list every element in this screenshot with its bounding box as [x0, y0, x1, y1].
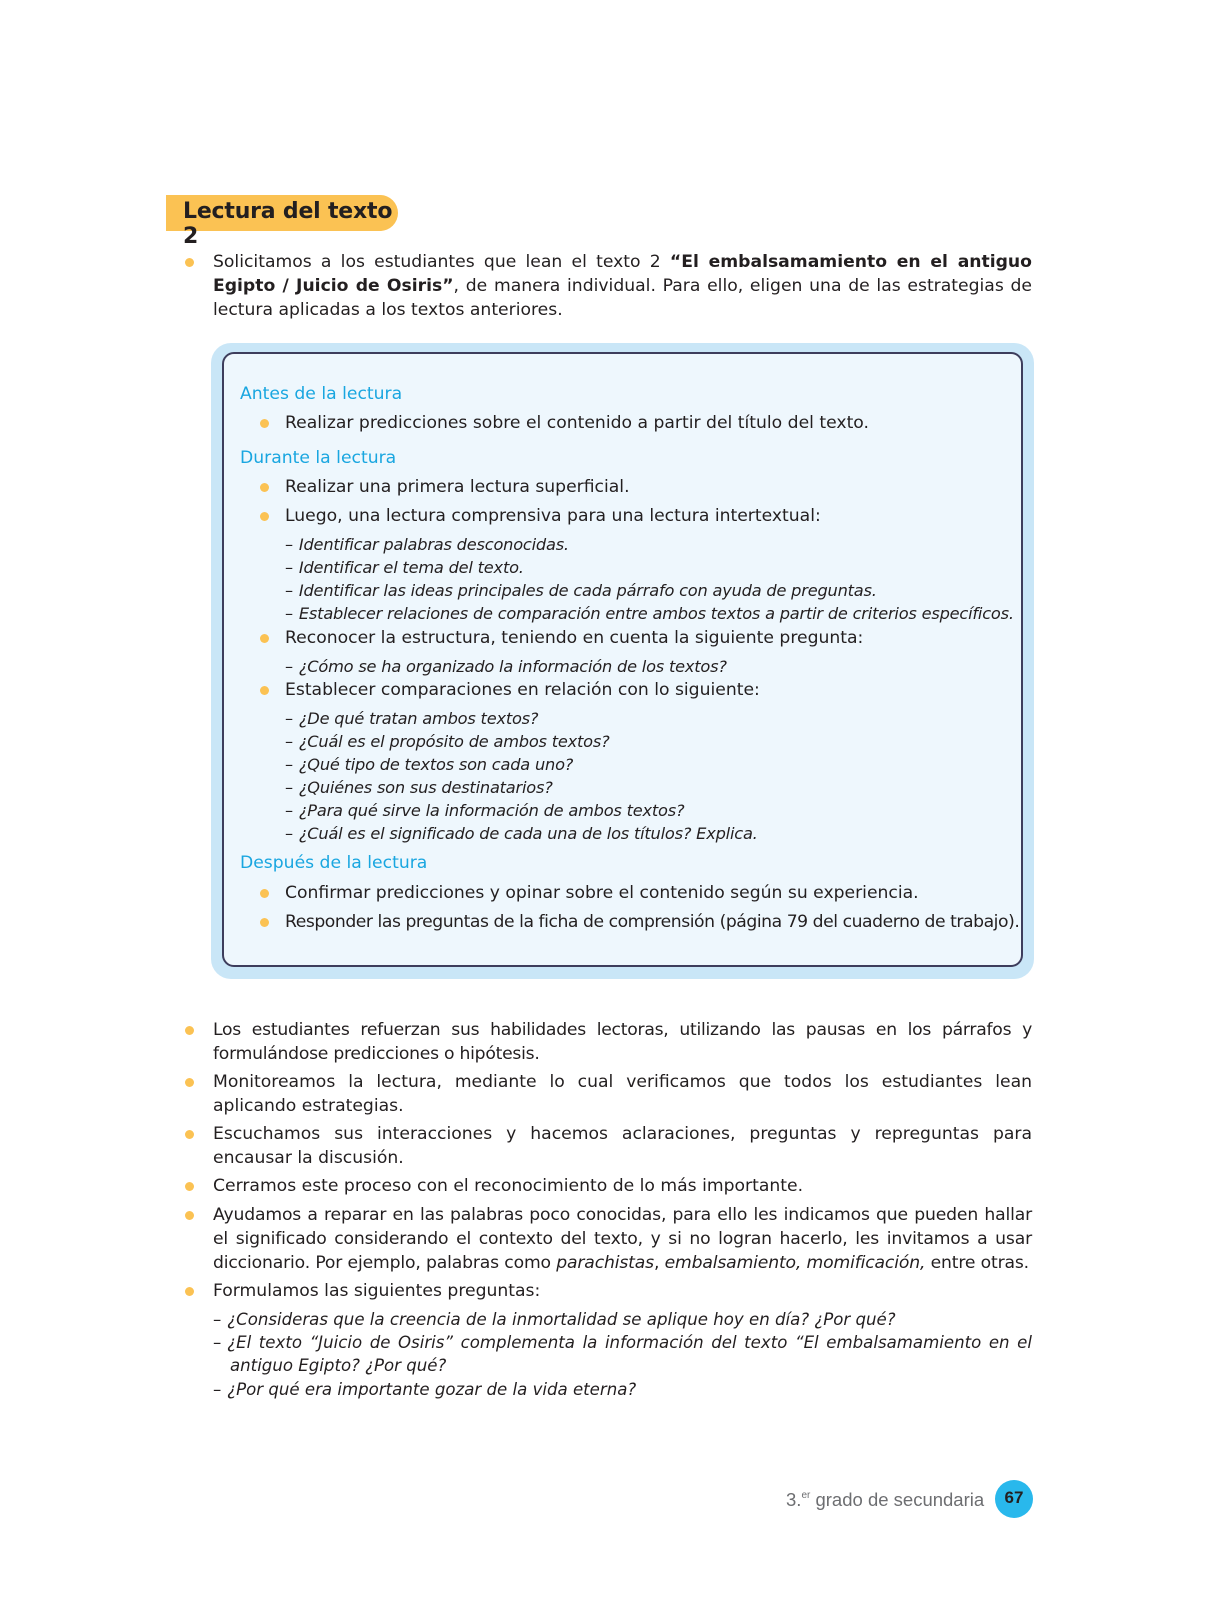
intro-text-post: , de manera individual. Para ello, eligen una de las estrategias de lectura aplicadas a los textos anteriores.: [213, 276, 1032, 320]
heading-despues: Después de la lectura: [240, 853, 428, 873]
bullet-item-vocabulary: Ayudamos a reparar en las palabras poco conocidas, para ello les indicamos que pueden hallar el significado considerando el contexto del texto, y si no logran hacerlo, les invitamos a usar diccionario. Por ejemplo, palabras como parachistas, embalsamiento, momificación, entre otras.: [213, 1205, 1032, 1273]
bullet-dot: [185, 1026, 194, 1035]
question-item: – ¿Consideras que la creencia de la inmortalidad se aplique hoy en día? ¿Por qué?: [213, 1310, 896, 1329]
durante-subitem: – ¿Qué tipo de textos son cada uno?: [285, 755, 574, 774]
durante-item-3: Reconocer la estructura, teniendo en cuenta la siguiente pregunta:: [285, 628, 864, 648]
bullet-dot: [185, 1287, 194, 1296]
bullet-item: Formulamos las siguientes preguntas:: [213, 1281, 541, 1301]
intro-paragraph: [213, 250, 1032, 322]
durante-subitem: – ¿Para qué sirve la información de ambos textos?: [285, 801, 685, 820]
bullet-item: Cerramos este proceso con el reconocimiento de lo más importante.: [213, 1176, 804, 1196]
durante-item-2: Luego, una lectura comprensiva para una lectura intertextual:: [285, 506, 821, 526]
durante-item-1: Realizar una primera lectura superficial.: [285, 477, 630, 497]
question-item: – ¿El texto “Juicio de Osiris” complementa la información del texto “El embalsamamiento en el antiguo Egipto? ¿Por qué?: [213, 1333, 1032, 1375]
durante-subitem: – ¿Cuál es el significado de cada una de los títulos? Explica.: [285, 824, 758, 843]
bullet-dot: [260, 419, 269, 428]
durante-subitem: – ¿Quiénes son sus destinatarios?: [285, 778, 553, 797]
bullet-dot: [260, 889, 269, 898]
question-item: – ¿Por qué era importante gozar de la vida eterna?: [213, 1380, 637, 1399]
intro-text-pre: Solicitamos a los estudiantes que lean el texto 2: [213, 252, 670, 272]
bullet-dot: [185, 1078, 194, 1087]
bullet-dot: [260, 483, 269, 492]
durante-subitem: – Identificar el tema del texto.: [285, 558, 524, 577]
heading-antes: Antes de la lectura: [240, 384, 403, 404]
section-title-tab: [166, 195, 398, 249]
grade-label: 3.$^{er}$ grado de secundaria: [786, 1489, 985, 1510]
heading-durante: Durante la lectura: [240, 448, 397, 468]
bullet-dot: [185, 258, 194, 267]
section-title: Lectura del texto 2: [183, 199, 393, 249]
durante-item-4: Establecer comparaciones en relación con lo siguiente:: [285, 680, 760, 700]
intro-text-title: “El embalsamamiento en el antiguo Egipto / Juicio de Osiris”: [213, 252, 1032, 296]
bullet-dot: [185, 1211, 194, 1220]
bullet-dot: [260, 634, 269, 643]
despues-item-1: Confirmar predicciones y opinar sobre el contenido según su experiencia.: [285, 883, 919, 903]
page-number: 67: [1004, 1488, 1024, 1507]
bullet-dot: [260, 686, 269, 695]
page-number-badge: [995, 1480, 1033, 1518]
durante-subitem: – Establecer relaciones de comparación entre ambos textos a partir de criterios específicos.: [285, 604, 1014, 623]
bullet-dot: [260, 918, 269, 927]
bullet-dot: [185, 1182, 194, 1191]
durante-subitem: – ¿Cuál es el propósito de ambos textos?: [285, 732, 610, 751]
despues-item-2: Responder las preguntas de la ficha de comprensión (página 79 del cuaderno de trabajo).: [285, 912, 1020, 932]
bullet-dot: [260, 512, 269, 521]
durante-subitem: – ¿Cómo se ha organizado la información de los textos?: [285, 657, 727, 676]
bullet-item: Monitoreamos la lectura, mediante lo cual verificamos que todos los estudiantes lean aplicando estrategias.: [213, 1072, 1032, 1116]
durante-subitem: – Identificar palabras desconocidas.: [285, 535, 569, 554]
bullet-item: Los estudiantes refuerzan sus habilidades lectoras, utilizando las pausas en los párrafos y formulándose predicciones o hipótesis.: [213, 1020, 1032, 1064]
antes-item: Realizar predicciones sobre el contenido a partir del título del texto.: [285, 413, 869, 433]
bullet-dot: [185, 1130, 194, 1139]
durante-subitem: – Identificar las ideas principales de cada párrafo con ayuda de preguntas.: [285, 581, 877, 600]
bullet-item: Escuchamos sus interacciones y hacemos aclaraciones, preguntas y repreguntas para encausar la discusión.: [213, 1124, 1032, 1168]
durante-subitem: – ¿De qué tratan ambos textos?: [285, 709, 539, 728]
